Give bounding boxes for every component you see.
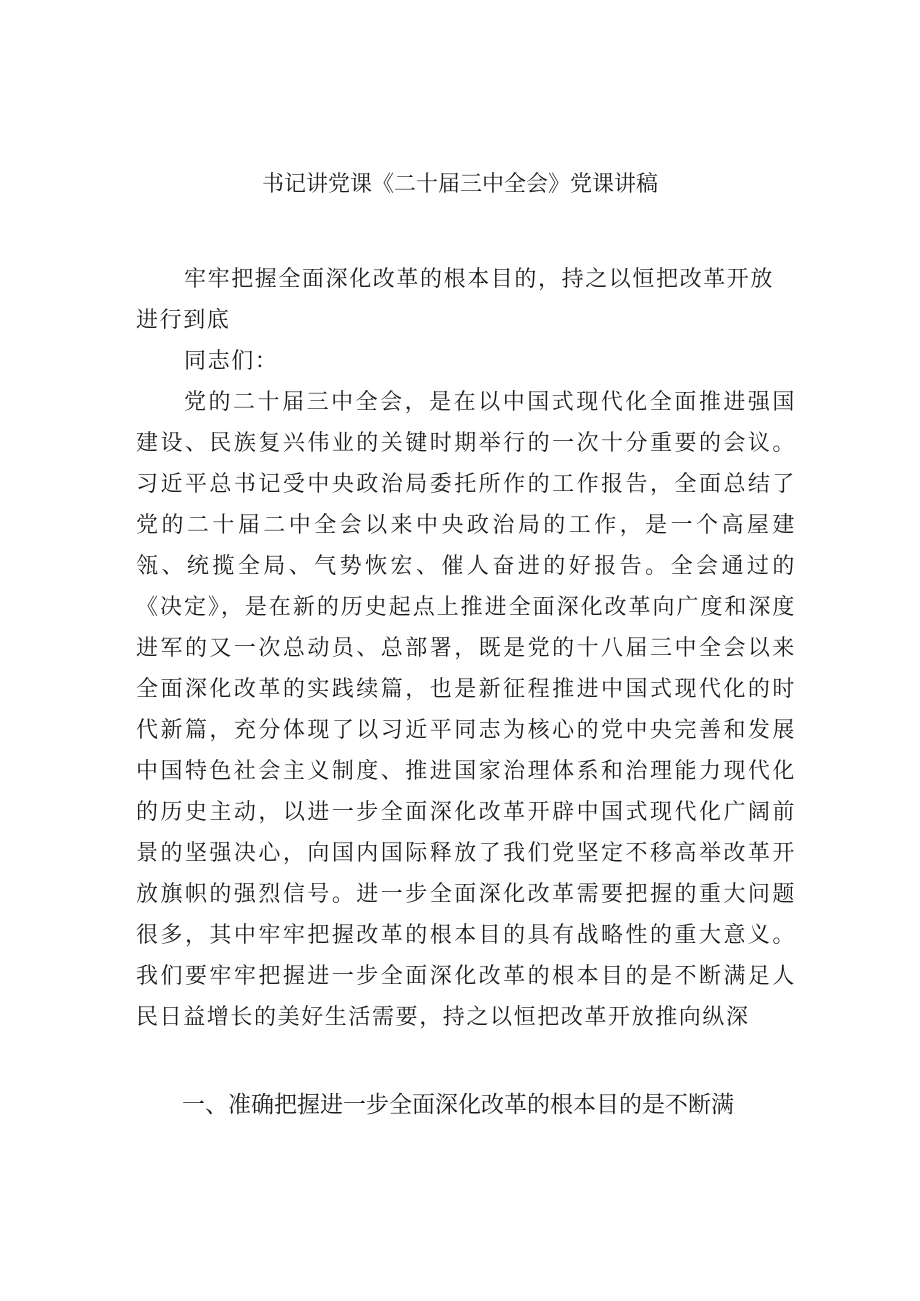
document-subtitle: 牢牢把握全面深化改革的根本目的，持之以恒把改革开放进行到底 — [136, 267, 775, 333]
document-body — [136, 259, 796, 1038]
salutation: 同志们： — [184, 349, 279, 374]
document-title: 书记讲党课《二十届三中全会》党课讲稿 — [261, 172, 658, 197]
section-heading: 一、准确把握进一步全面深化改革的根本目的是不断满 — [182, 1092, 734, 1118]
body-paragraph: 党的二十届三中全会，是在以中国式现代化全面推进强国建设、民族复兴伟业的关键时期举行的一次十分重要的会议。习近平总书记受中央政治局委托所作的工作报告，全面总结了党的二十届二中全会以来中央政治局的工作，是一个高屋建瓴、统揽全局、气势恢宏、催人奋进的好报告。全会通过的《决定》，是在新的历史起点上推进全面深化改革向广度和深度进军的又一次总动员、总部署，既是党的十八届三中全会以来全面深化改革的实践续篇，也是新征程推进中国式现代化的时代新篇，充分体现了以习近平同志为核心的党中央完善和发展中国特色社会主义制度、推进国家治理体系和治理能力现代化的历史主动，以进一步全面深化改革开辟中国式现代化广阔前景的坚强决心，向国内国际释放了我们党坚定不移高举改革开放旗帜的强烈信号。进一步全面深化改革需要把握的重大问题很多，其中牢牢把握改革的根本目的具有战略性的重大意义。我们要牢牢把握进一步全面深化改革的根本目的是不断满足人民日益增长的美好生活需要，持之以恒把改革开放推向纵深 — [136, 390, 796, 1030]
